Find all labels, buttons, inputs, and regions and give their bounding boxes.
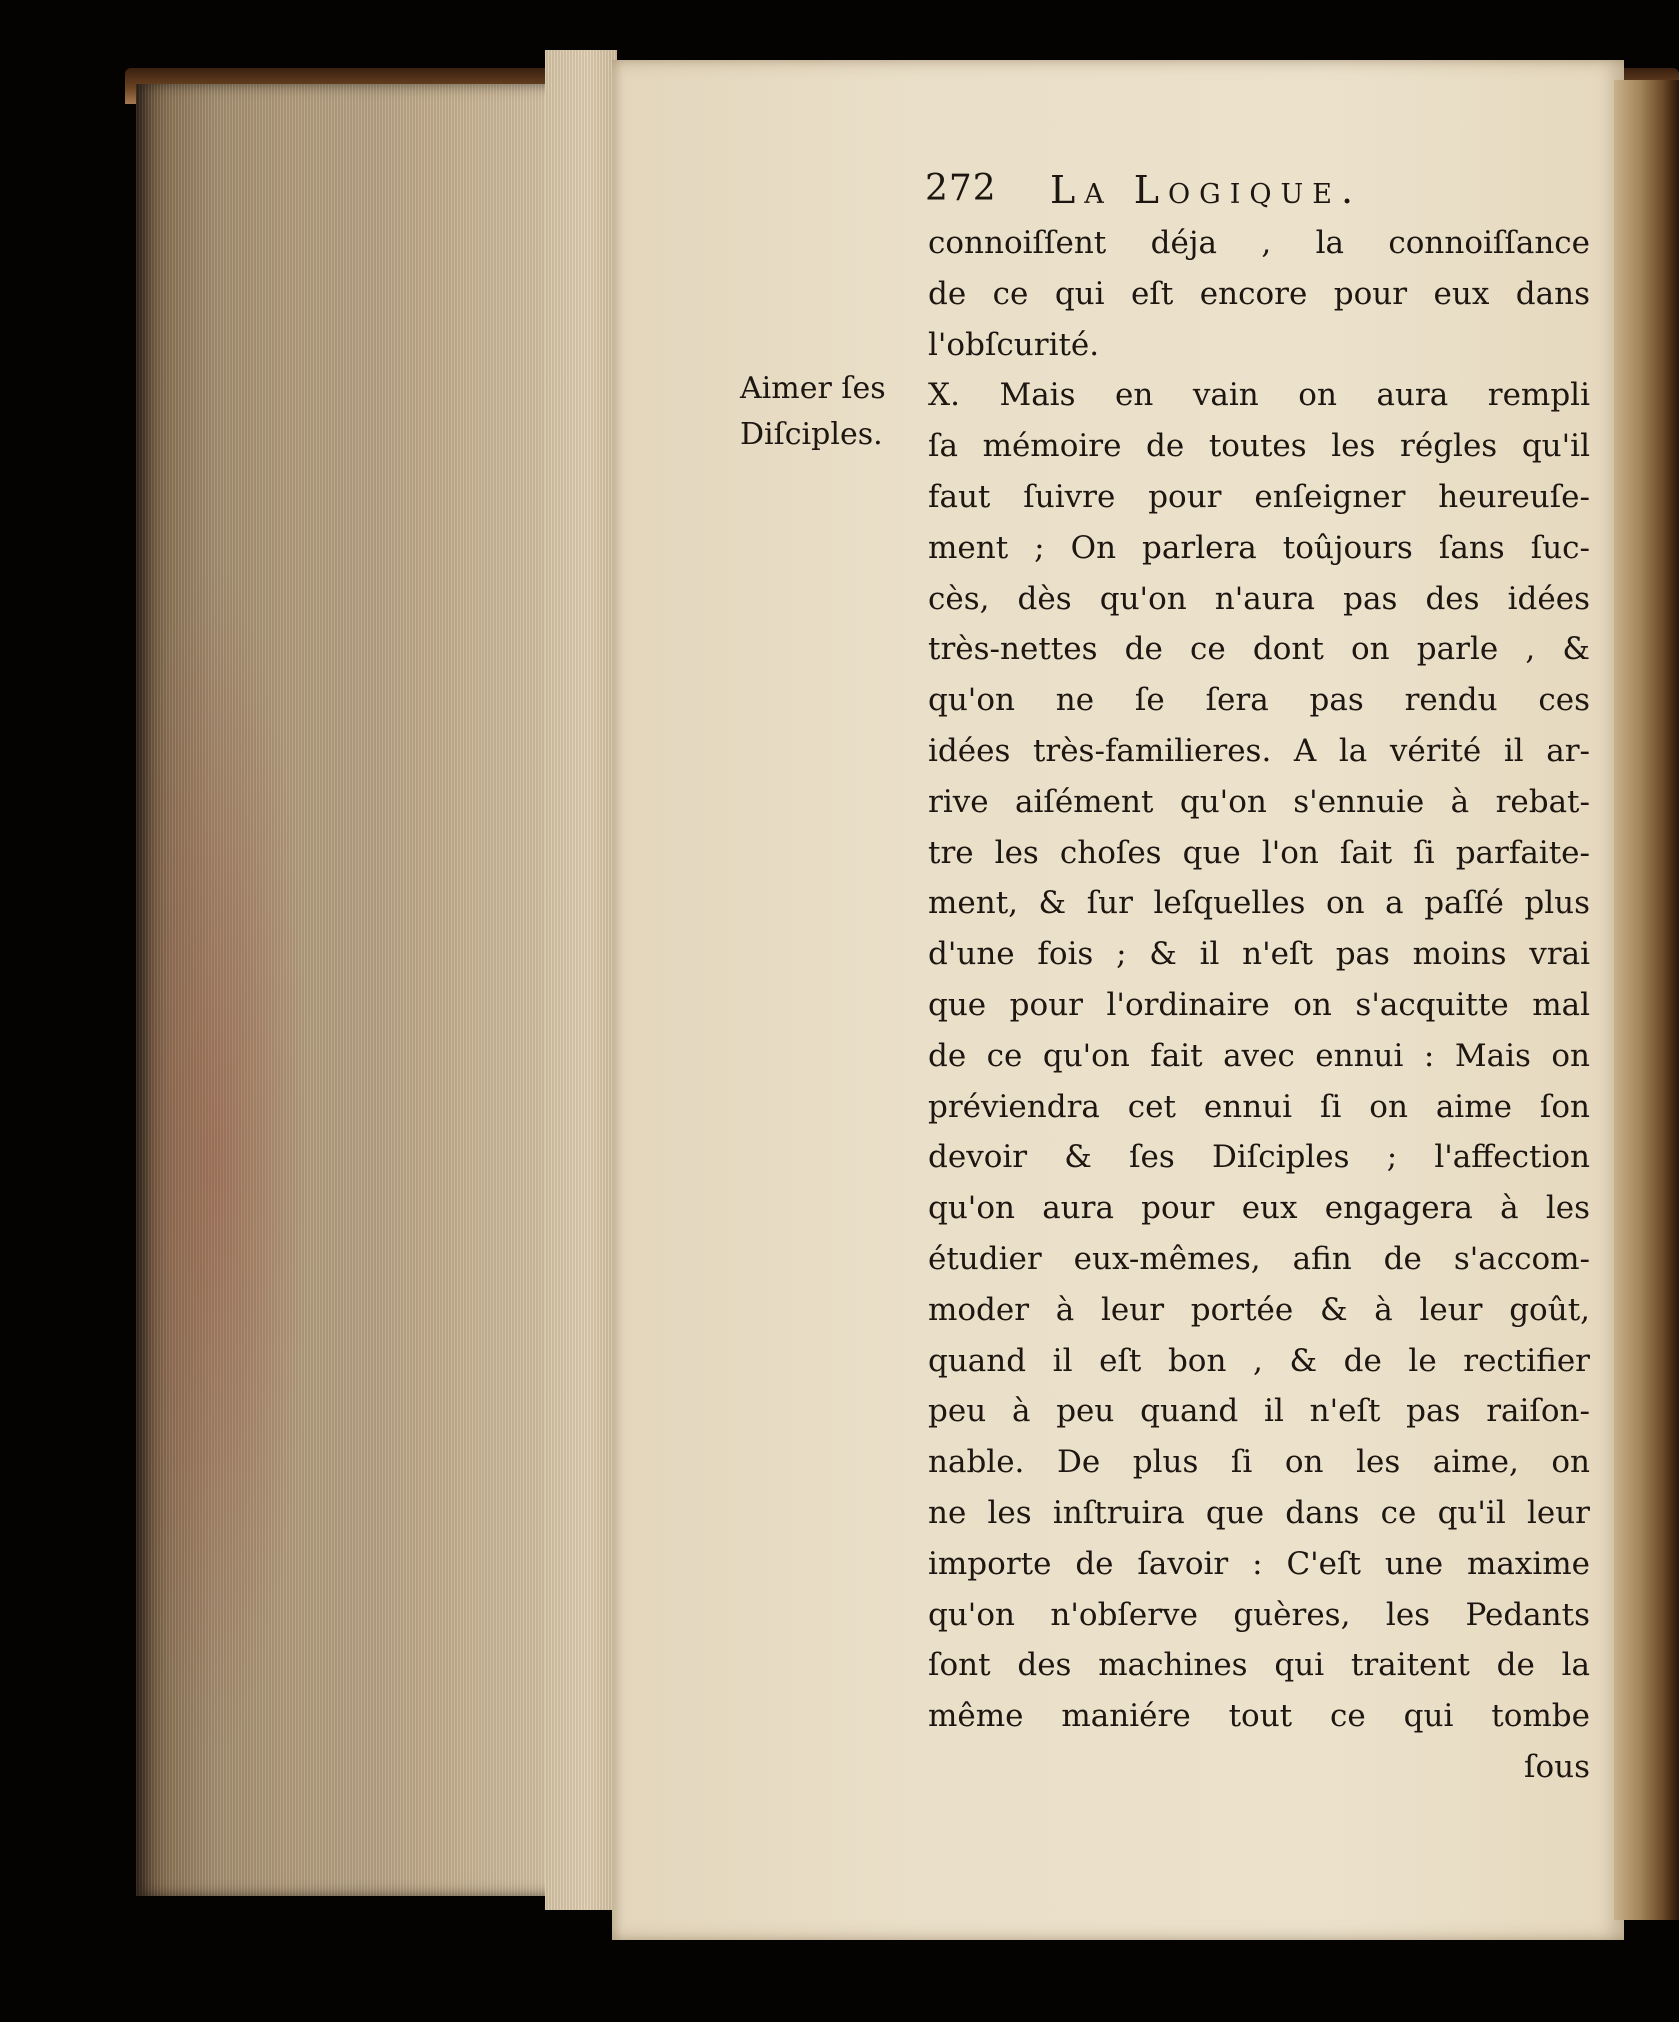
running-title: La Logique.	[1050, 168, 1363, 212]
text-line: que pour l'ordinaire on s'acquitte mal	[928, 986, 1590, 1023]
page-edges-stack	[136, 84, 566, 1896]
text-line: tre les choſes que l'on ſait ſi parfaite-	[928, 834, 1590, 871]
page-number: 272	[925, 168, 997, 209]
text-line: de ce qu'on fait avec ennui : Mais on	[928, 1037, 1590, 1074]
text-line: préviendra cet ennui ſi on aime ſon	[928, 1088, 1590, 1125]
marginal-note-line: Aimer ſes	[740, 371, 886, 406]
text-line: faut ſuivre pour enſeigner heureuſe-	[928, 478, 1590, 515]
text-line: très-nettes de ce dont on parle , &	[928, 631, 1590, 668]
marginal-note-line: Diſciples.	[740, 417, 883, 452]
text-line: importe de ſavoir : C'eſt une maxime	[928, 1545, 1590, 1582]
catchword: ſous	[1523, 1748, 1590, 1785]
text-line: idées très-familieres. A la vérité il ar-	[928, 732, 1590, 769]
text-line: ſont des machines qui traitent de la	[928, 1647, 1590, 1684]
text-line: X. Mais en vain on aura rempli	[928, 377, 1590, 414]
text-line: qu'on n'obſerve guères, les Pedants	[928, 1596, 1590, 1633]
text-line: étudier eux-mêmes, afin de s'accom-	[928, 1240, 1590, 1277]
text-line: devoir & ſes Diſciples ; l'affection	[928, 1139, 1590, 1176]
facing-page-edge	[1614, 80, 1679, 1920]
text-line: ſa mémoire de toutes les régles qu'il	[928, 428, 1590, 465]
text-line: cès, dès qu'on n'aura pas des idées	[928, 580, 1590, 617]
text-line: moder à leur portée & à leur goût,	[928, 1291, 1590, 1328]
marginal-note	[740, 366, 886, 458]
page-edges-inner	[545, 50, 617, 1910]
text-line: quand il eſt bon , & de le rectifier	[928, 1342, 1590, 1379]
text-line: connoiſſent déja , la connoiſſance	[928, 225, 1590, 261]
body-text	[928, 218, 1590, 1793]
text-line: qu'on ne ſe ſera pas rendu ces	[928, 682, 1590, 719]
page-header	[925, 168, 1485, 218]
text-line: ment ; On parlera toûjours ſans ſuc-	[928, 529, 1590, 566]
text-line: même maniére tout ce qui tombe	[928, 1698, 1590, 1735]
text-line: d'une fois ; & il n'eſt pas moins vrai	[928, 936, 1590, 973]
text-line: l'obſcurité.	[928, 326, 1100, 363]
text-line: de ce qui eſt encore pour eux dans	[928, 275, 1590, 312]
text-line: peu à peu quand il n'eſt pas raiſon-	[928, 1393, 1590, 1430]
text-line: qu'on aura pour eux engagera à les	[928, 1190, 1590, 1227]
text-line: ne les inſtruira que dans ce qu'il leur	[928, 1494, 1590, 1531]
text-line: ment, & ſur leſquelles on a paſſé plus	[928, 885, 1590, 922]
text-line: nable. De plus ſi on les aime, on	[928, 1444, 1590, 1481]
text-line: rive aiſément qu'on s'ennuie à rebat-	[928, 783, 1590, 820]
